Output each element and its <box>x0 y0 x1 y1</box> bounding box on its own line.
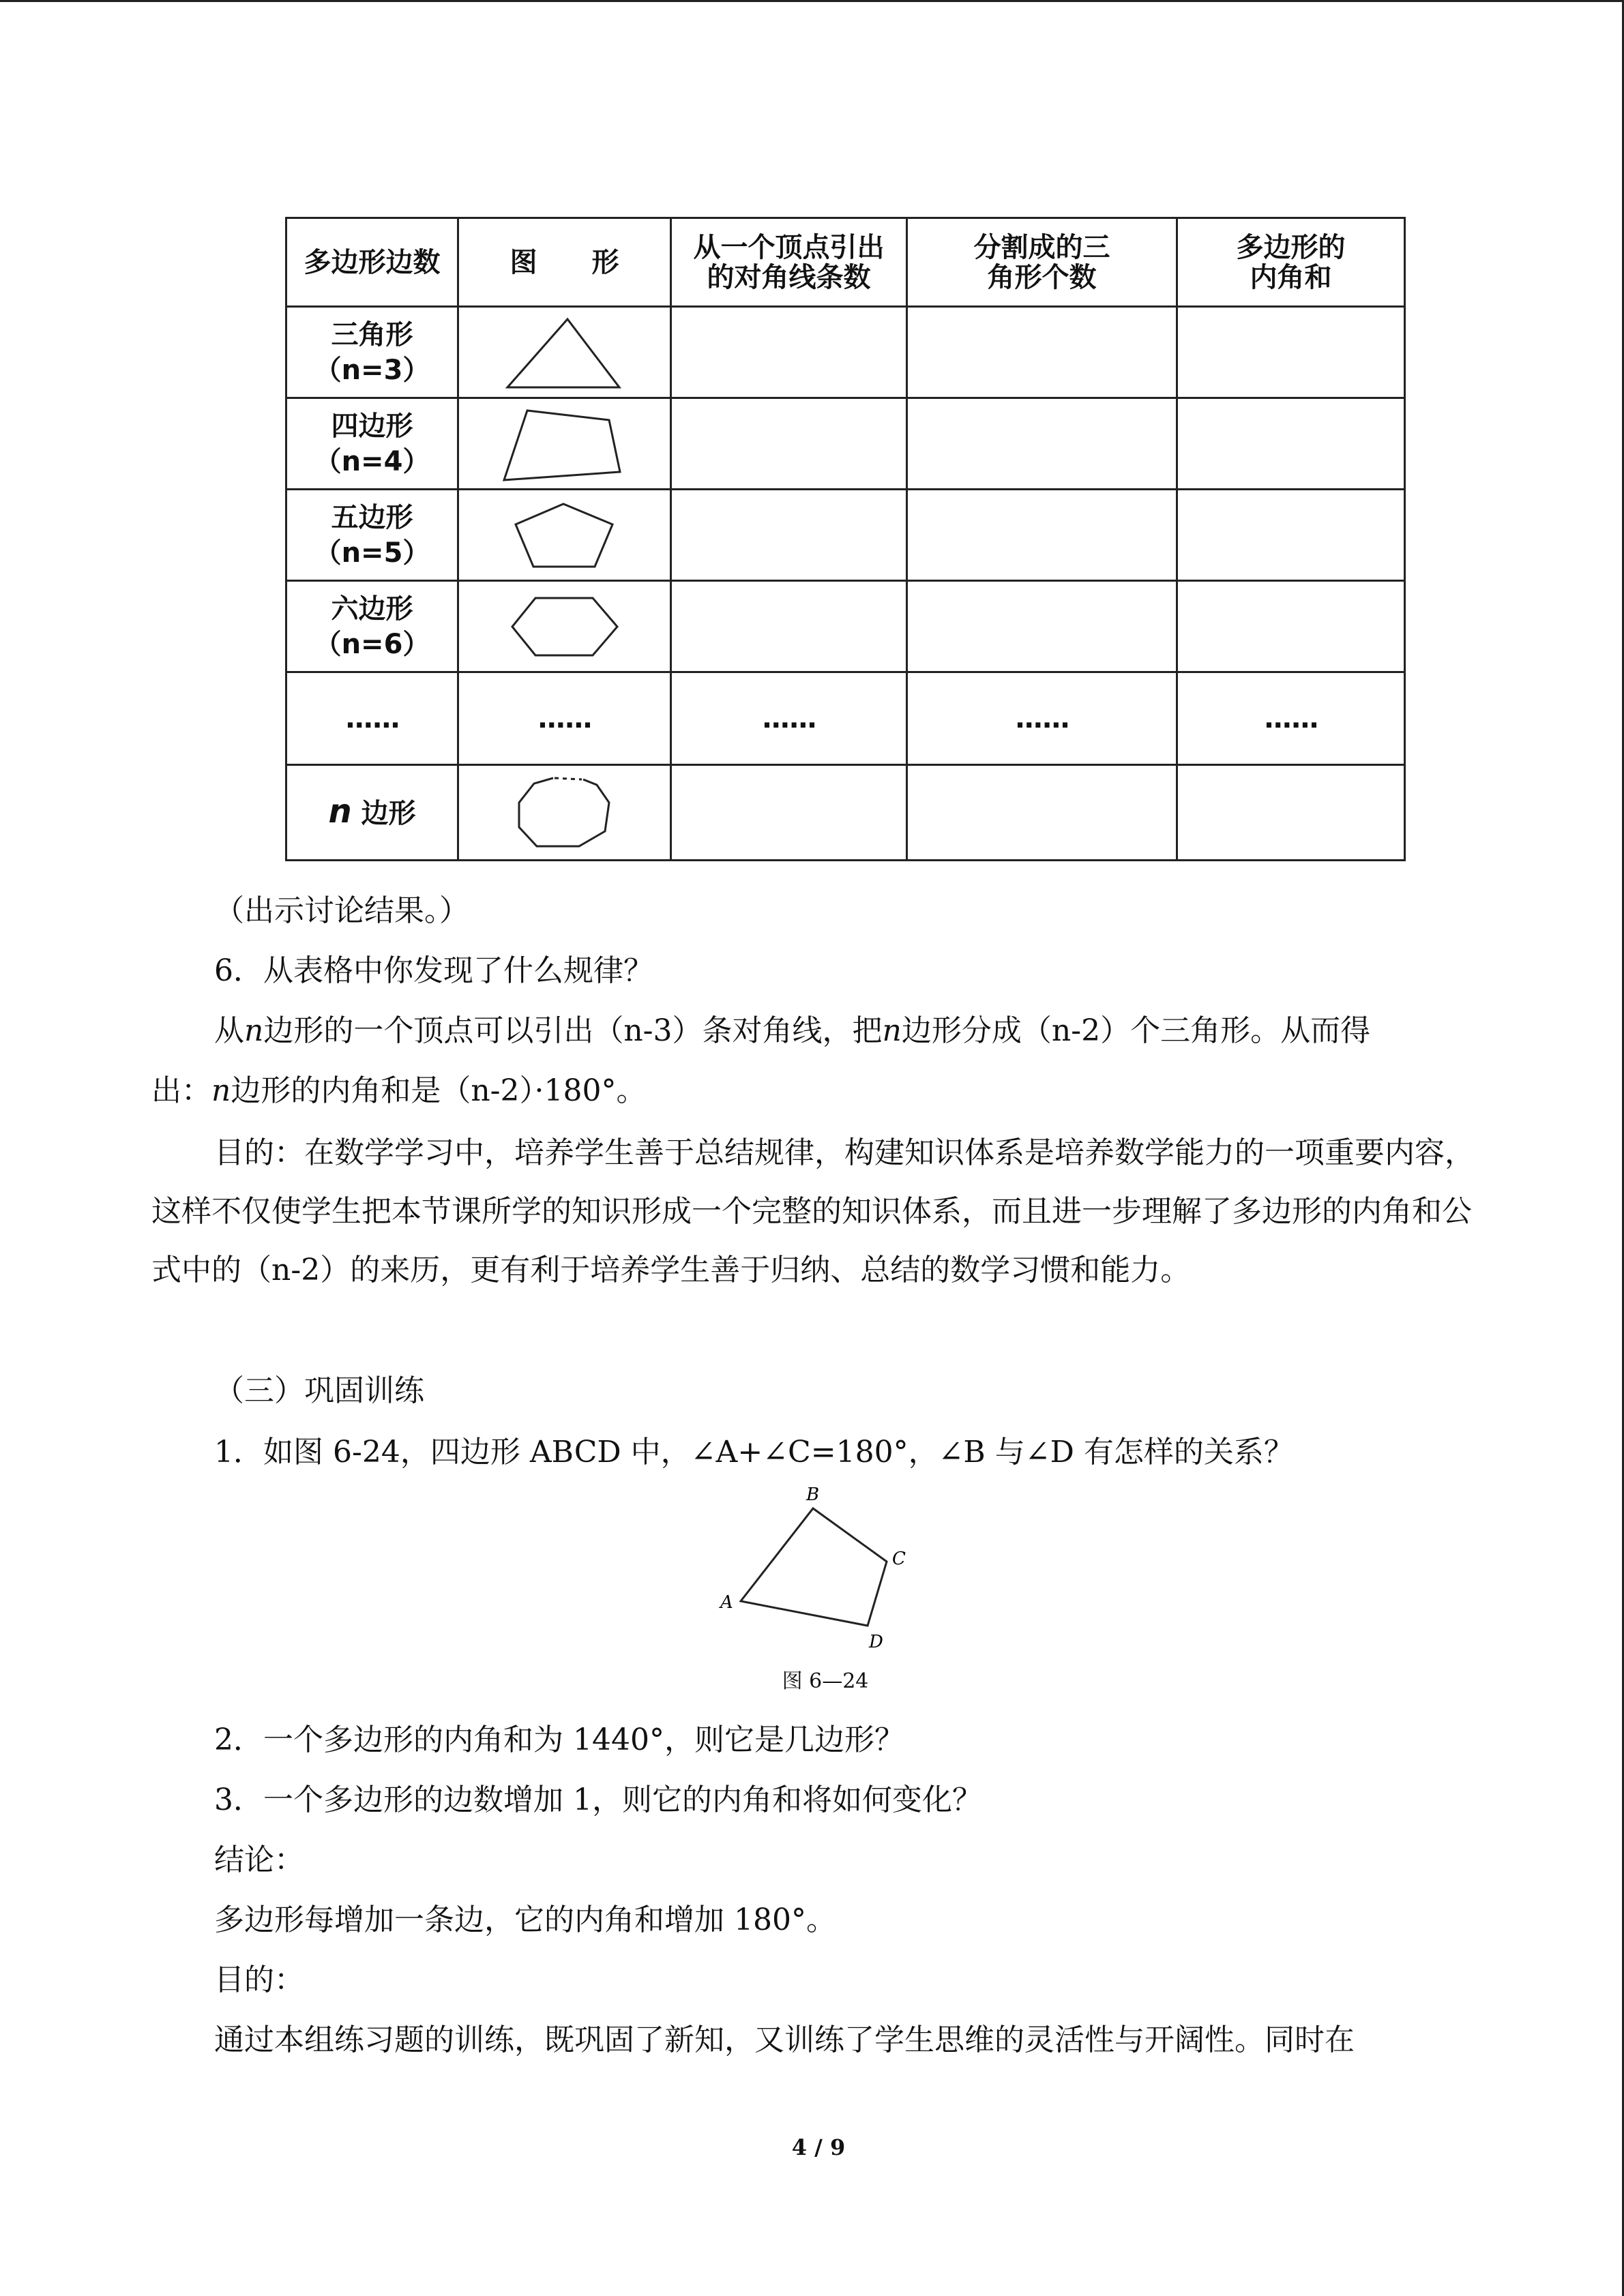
empty-cell <box>907 765 1177 861</box>
empty-cell <box>907 307 1177 398</box>
row-n-label: （n=5） <box>314 537 430 569</box>
triangle-figure <box>503 315 626 390</box>
n-variable: n <box>211 1073 231 1108</box>
figure-caption: 图 6—24 <box>782 1669 869 1693</box>
row-label <box>286 307 458 398</box>
vertex-label-a: A <box>720 1592 733 1613</box>
table-row <box>286 398 1405 490</box>
conclusion-text: 多边形每增加一条边，它的内角和增加 180°。 <box>214 1903 836 1937</box>
discussion-note: （出示讨论结果。） <box>214 893 469 928</box>
ellipsis-cell: ...... <box>458 672 671 765</box>
n-variable: n <box>328 792 352 831</box>
shape-cell <box>458 490 671 581</box>
exercise-2: 2．一个多边形的内角和为 1440°，则它是几边形？ <box>214 1723 904 1757</box>
purpose-label: 目的： <box>214 1963 304 1997</box>
page-border-top <box>0 0 1624 2</box>
empty-cell <box>907 581 1177 672</box>
purpose-text: 通过本组练习题的训练，既巩固了新知，又训练了学生思维的灵活性与开阔性。同时在 <box>214 2023 1355 2057</box>
rule-text: 边形分成（n-2）个三角形。从而得 <box>901 1013 1371 1048</box>
conclusion-label: 结论： <box>214 1843 304 1877</box>
empty-cell <box>1177 581 1405 672</box>
ellipsis-cell: ...... <box>1177 672 1405 765</box>
question-6: 6．从表格中你发现了什么规律？ <box>214 953 653 988</box>
rule-text: 边形的一个顶点可以引出（n-3）条对角线，把 <box>263 1013 883 1048</box>
rule-line-2 <box>151 1073 1475 1109</box>
table-row <box>286 307 1405 398</box>
rule-line-1 <box>214 1013 1475 1049</box>
exercise-3: 3．一个多边形的边数增加 1，则它的内角和将如何变化？ <box>214 1783 982 1817</box>
row-n-label: （n=3） <box>314 354 430 386</box>
header-angle-sum: 多边形的内角和 <box>1177 218 1405 307</box>
empty-cell <box>671 398 907 490</box>
empty-cell <box>1177 307 1405 398</box>
header-triangles: 分割成的三角形个数 <box>907 218 1177 307</box>
shape-cell <box>458 765 671 861</box>
row-label <box>286 581 458 672</box>
purpose-paragraph: 目的：在数学学习中，培养学生善于总结规律，构建知识体系是培养数学能力的一项重要内容，这样不仅使学生把本节课所学的知识形成一个完整的知识体系，而且进一步理解了多边形的内角和公式中的（n-2）的来历，更有利于培养学生善于归纳、总结的数学习惯和能力。 <box>151 1135 1475 1287</box>
polygon-table <box>285 217 1406 861</box>
header-figure: 图 形 <box>458 218 671 307</box>
row-n-label: （n=6） <box>314 628 430 660</box>
empty-cell <box>671 307 907 398</box>
quadrilateral-figure <box>500 406 630 481</box>
section-heading: （三）巩固训练 <box>214 1373 424 1408</box>
vertex-label-b: B <box>806 1485 820 1505</box>
empty-cell <box>1177 398 1405 490</box>
ellipsis-cell: ...... <box>286 672 458 765</box>
rule-text: 边形的内角和是（n-2）·180°。 <box>231 1073 647 1108</box>
empty-cell <box>671 490 907 581</box>
row-label <box>286 490 458 581</box>
empty-cell <box>671 765 907 861</box>
hexagon-figure <box>508 594 621 659</box>
page-number: 4 / 9 <box>791 2134 846 2160</box>
header-diagonals: 从一个顶点引出的对角线条数 <box>671 218 907 307</box>
n-gon-figure <box>514 774 616 852</box>
table-row-n <box>286 765 1405 861</box>
shape-cell <box>458 581 671 672</box>
row-label <box>286 398 458 490</box>
ellipsis-cell: ...... <box>907 672 1177 765</box>
row-name: 六边形 <box>331 593 413 625</box>
table-row <box>286 581 1405 672</box>
empty-cell <box>671 581 907 672</box>
n-variable: n <box>882 1013 902 1048</box>
ellipsis-cell: ...... <box>671 672 907 765</box>
table-row-dots <box>286 672 1405 765</box>
rule-text: 出： <box>151 1073 211 1108</box>
pentagon-figure <box>510 500 619 571</box>
empty-cell <box>907 398 1177 490</box>
row-label-n <box>286 765 458 861</box>
quadrilateral-shape <box>741 1508 887 1626</box>
vertex-label-c: C <box>892 1549 906 1569</box>
vertex-label-d: D <box>869 1632 883 1652</box>
shape-cell <box>458 398 671 490</box>
table-header-row <box>286 218 1405 307</box>
table-row <box>286 490 1405 581</box>
n-variable: n <box>244 1013 264 1048</box>
empty-cell <box>1177 765 1405 861</box>
row-name: 三角形 <box>331 318 413 351</box>
exercise-1: 1．如图 6-24，四边形 ABCD 中，∠A+∠C=180°，∠B 与∠D 有怎样的关系？ <box>214 1435 1294 1470</box>
shape-cell <box>458 307 671 398</box>
row-n-label: （n=4） <box>314 445 430 477</box>
rule-text: 从 <box>214 1013 244 1048</box>
empty-cell <box>1177 490 1405 581</box>
n-row-suffix: 边形 <box>361 798 416 829</box>
row-name: 五边形 <box>331 501 413 533</box>
row-name: 四边形 <box>331 410 413 442</box>
header-sides: 多边形边数 <box>286 218 458 307</box>
empty-cell <box>907 490 1177 581</box>
